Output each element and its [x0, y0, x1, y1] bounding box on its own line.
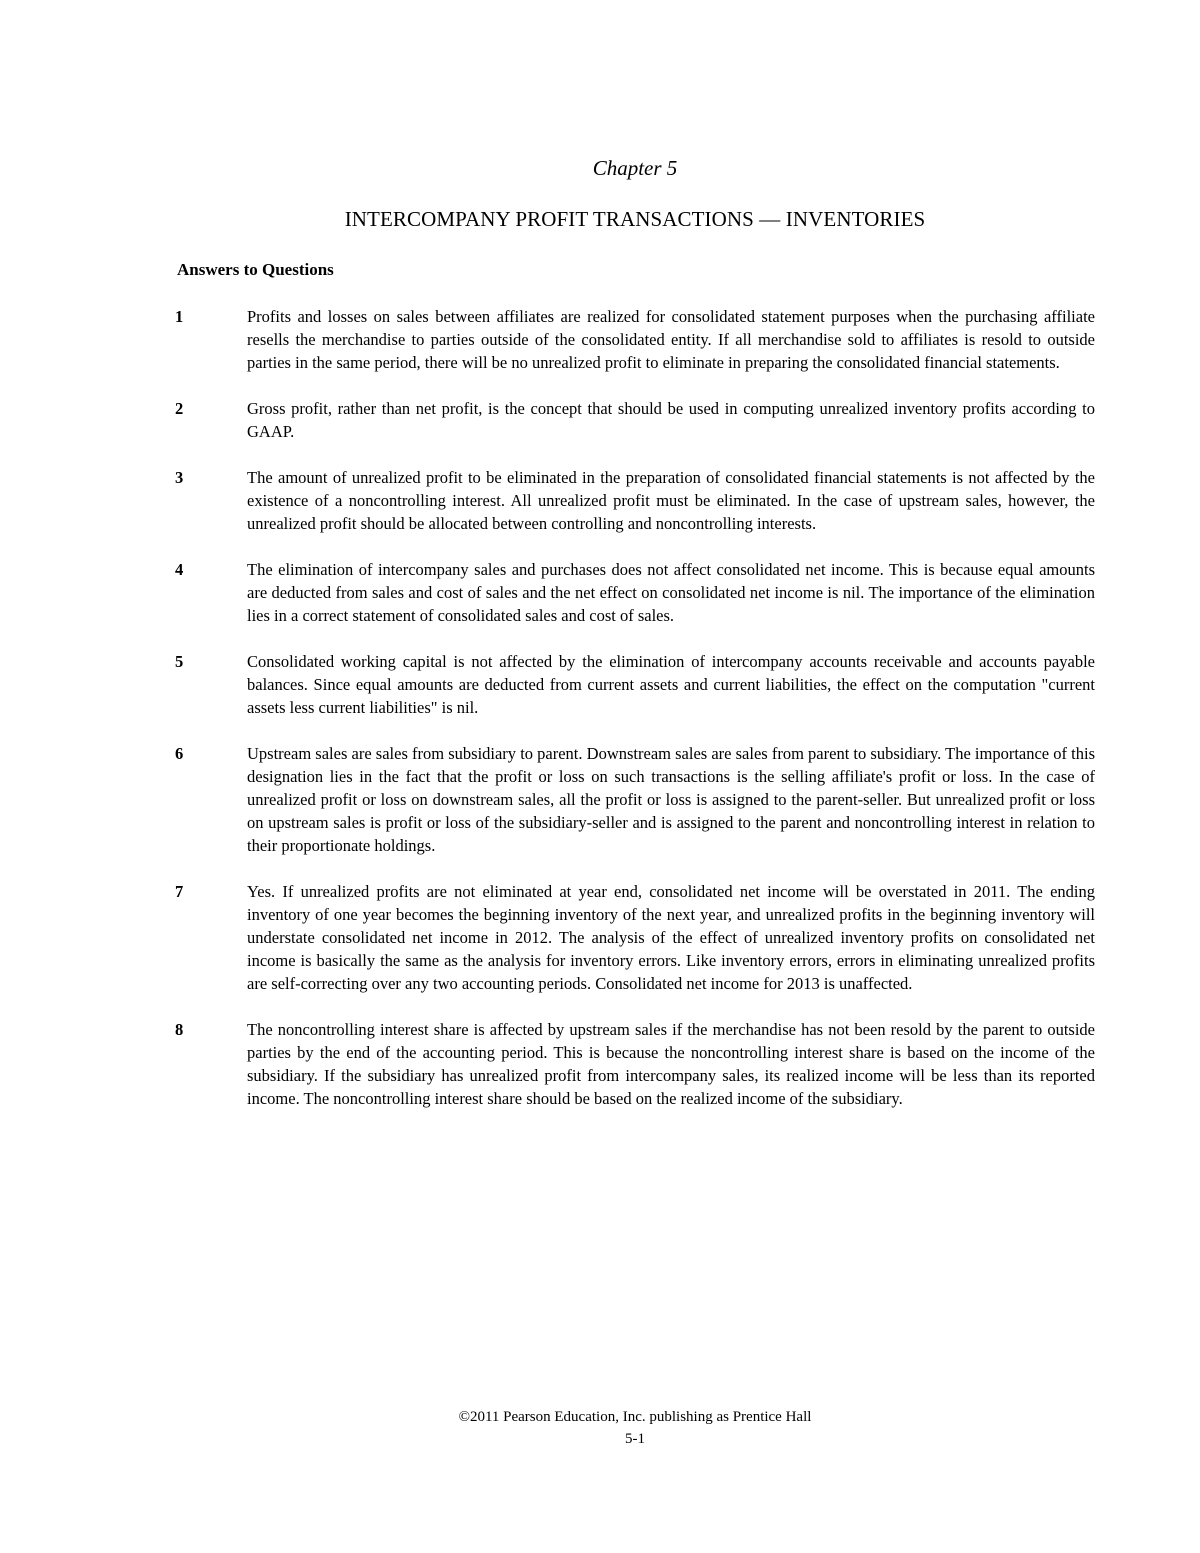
answer-item: [175, 650, 1095, 719]
answer-text: The noncontrolling interest share is affected by upstream sales if the merchandise has not been resold by the parent to outside parties by the end of the accounting period. This is because the noncontrolling interest share is based on the income of the subsidiary. If the subsidiary has unrealized profit from intercompany sales, its realized income will be less than its reported income. The noncontrolling interest share should be based on the realized income of the subsidiary.: [247, 1020, 1095, 1108]
answer-item: [175, 466, 1095, 535]
page-number: 5-1: [625, 1431, 645, 1447]
answer-number: 3: [175, 468, 184, 487]
answer-number: 4: [175, 560, 184, 579]
answer-text: Gross profit, rather than net profit, is the concept that should be used in computing unrealized inventory profits according to GAAP.: [247, 399, 1095, 441]
answer-text: The amount of unrealized profit to be eliminated in the preparation of consolidated financial statements is not affected by the existence of a noncontrolling interest. All unrealized profit must be eliminated. In the case of upstream sales, however, the unrealized profit should be allocated between controlling and noncontrolling interests.: [247, 468, 1095, 533]
answer-number: 7: [175, 882, 184, 901]
answer-item: [175, 880, 1095, 995]
answer-text: Upstream sales are sales from subsidiary to parent. Downstream sales are sales from parent to subsidiary. The importance of this designation lies in the fact that the profit or loss on such transactions is the selling affiliate's profit or loss. In the case of unrealized profit or loss on downstream sales, all the profit or loss is assigned to the parent-seller. But unrealized profit or loss on upstream sales is profit or loss of the subsidiary-seller and is assigned to the parent and noncontrolling interest in relation to their proportionate holdings.: [247, 744, 1095, 855]
copyright-notice: ©2011 Pearson Education, Inc. publishing as Prentice Hall: [458, 1409, 812, 1425]
answer-item: [175, 742, 1095, 857]
answer-number: 5: [175, 652, 184, 671]
answer-text: Profits and losses on sales between affiliates are realized for consolidated statement purposes when the purchasing affiliate resells the merchandise to parties outside of the consolidated entity. If all merchandise sold to affiliates is resold to outside parties in the same period, there will be no unrealized profit to eliminate in preparing the consolidated financial statements.: [247, 307, 1095, 372]
section-heading: Answers to Questions: [177, 260, 334, 279]
answer-text: Consolidated working capital is not affected by the elimination of intercompany accounts receivable and accounts payable balances. Since equal amounts are deducted from current assets and current liabilities, the effect on the computation "current assets less current liabilities" is nil.: [247, 652, 1095, 717]
answer-item: [175, 397, 1095, 443]
answer-number: 6: [175, 744, 184, 763]
answer-text: The elimination of intercompany sales and purchases does not affect consolidated net income. This is because equal amounts are deducted from sales and cost of sales and the net effect on consolidated net income is nil. The importance of the elimination lies in a correct statement of consolidated sales and cost of sales.: [247, 560, 1095, 625]
answer-item: [175, 558, 1095, 627]
answer-number: 8: [175, 1020, 184, 1039]
answer-number: 1: [175, 307, 184, 326]
answer-text: Yes. If unrealized profits are not eliminated at year end, consolidated net income will be overstated in 2011. The ending inventory of one year becomes the beginning inventory of the next year, and unrealized profits in the beginning inventory will understate consolidated net income in 2012. The analysis of the effect of unrealized inventory profits on consolidated net income is basically the same as the analysis for inventory errors. Like inventory errors, errors in eliminating unrealized profits are self-correcting over any two accounting periods. Consolidated net income for 2013 is unaffected.: [247, 882, 1095, 993]
answer-item: [175, 1018, 1095, 1110]
answer-item: [175, 305, 1095, 374]
answers-list: [175, 305, 1095, 1133]
answer-number: 2: [175, 399, 184, 418]
page-footer: [0, 1406, 1200, 1450]
page-title: INTERCOMPANY PROFIT TRANSACTIONS — INVENTORIES: [344, 207, 926, 231]
chapter-label: Chapter 5: [592, 156, 678, 180]
